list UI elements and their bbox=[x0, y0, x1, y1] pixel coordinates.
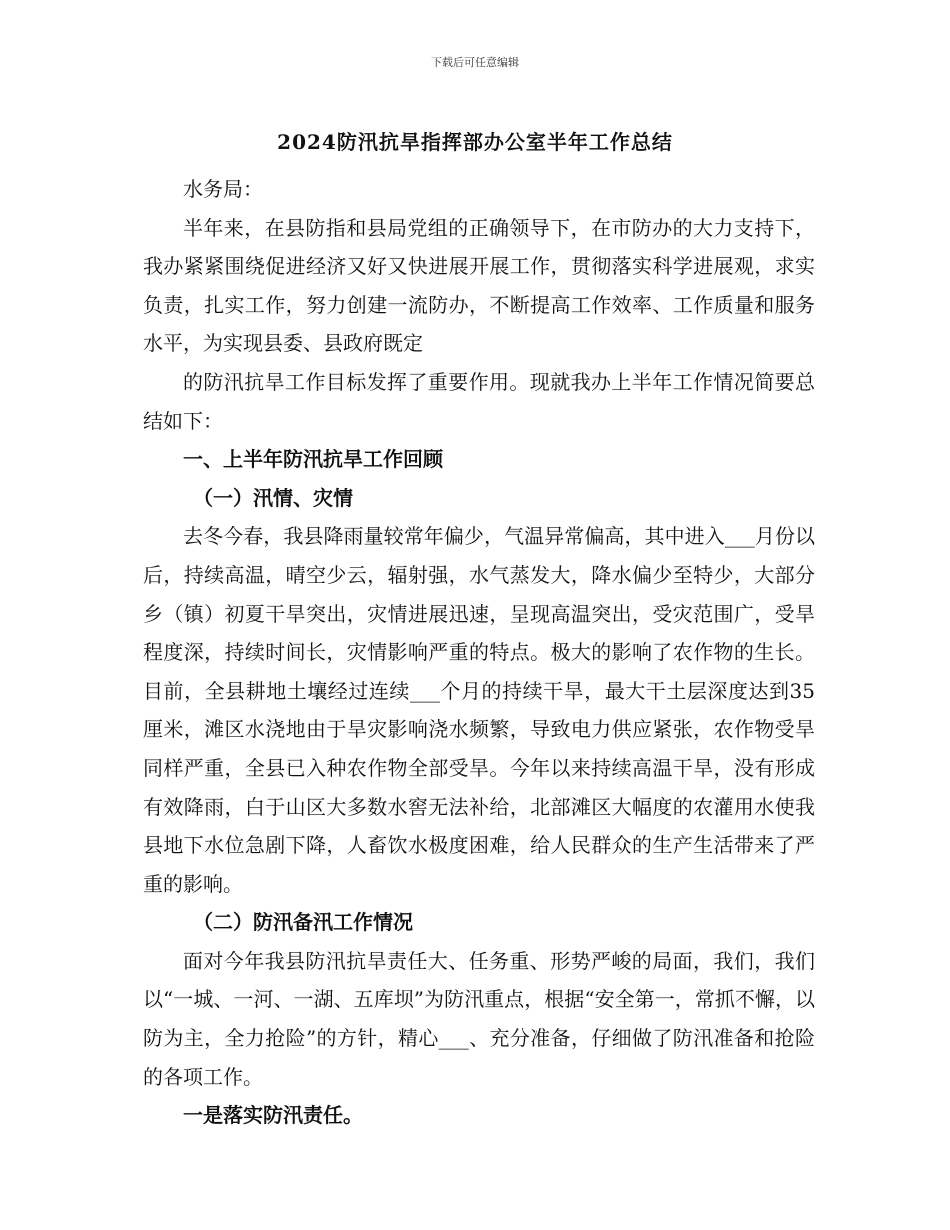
salutation: 水务局： bbox=[183, 177, 263, 201]
page-header-note: 下载后可任意编辑 bbox=[431, 56, 519, 69]
item-heading-responsibility: 一是落实防汛责任。 bbox=[183, 1103, 363, 1128]
subsection-heading-flood-prep: （二）防汛备汛工作情况 bbox=[193, 910, 413, 935]
intro-paragraph-1: 半年来，在县防指和县局党组的正确领导下，在市防办的大力支持下，我办紧紧围绕促进经济又好又快进展开展工作，贯彻落实科学进展观，求实负责，扎实工作，努力创建一流防办，不断提高工作效率、工作质量和服务水平，为实现县委、县政府既定 bbox=[143, 215, 815, 356]
section-heading-review: 一、上半年防汛抗旱工作回顾 bbox=[183, 447, 443, 472]
document-title: 2024防汛抗旱指挥部办公室半年工作总结 bbox=[277, 130, 673, 154]
document-body bbox=[143, 170, 815, 1135]
subsection-heading-disaster: （一）汛情、灾情 bbox=[193, 485, 353, 510]
flood-prep-paragraph: 面对今年我县防汛抗旱责任大、任务重、形势严峻的局面，我们，我们以“一城、一河、一湖、五库坝”为防汛重点，根据“安全第一，常抓不懈，以防为主，全力抢险”的方针，精心___、充分准备，仔细做了防汛准备和抢险的各项工作。 bbox=[143, 948, 815, 1089]
disaster-paragraph: 去冬今春，我县降雨量较常年偏少，气温异常偏高，其中进入___月份以后，持续高温，晴空少云，辐射强，水气蒸发大，降水偏少至特少，大部分乡（镇）初夏干旱突出，灾情进展迅速，呈现高温突出，受灾范围广，受旱程度深，持续时间长，灾情影响严重的特点。极大的影响了农作物的生长。目前，全县耕地土壤经过连续___个月的持续干旱，最大干土层深度达到35厘米，滩区水浇地由于旱灾影响浇水频繁，导致电力供应紧张，农作物受旱同样严重，全县已入种农作物全部受旱。今年以来持续高温干旱，没有形成有效降雨，白于山区大多数水窖无法补给，北部滩区大幅度的农灌用水使我县地下水位急剧下降，人畜饮水极度困难，给人民群众的生产生活带来了严重的影响。 bbox=[143, 524, 815, 896]
intro-paragraph-2: 的防汛抗旱工作目标发挥了重要作用。现就我办上半年工作情况简要总结如下： bbox=[143, 369, 815, 433]
